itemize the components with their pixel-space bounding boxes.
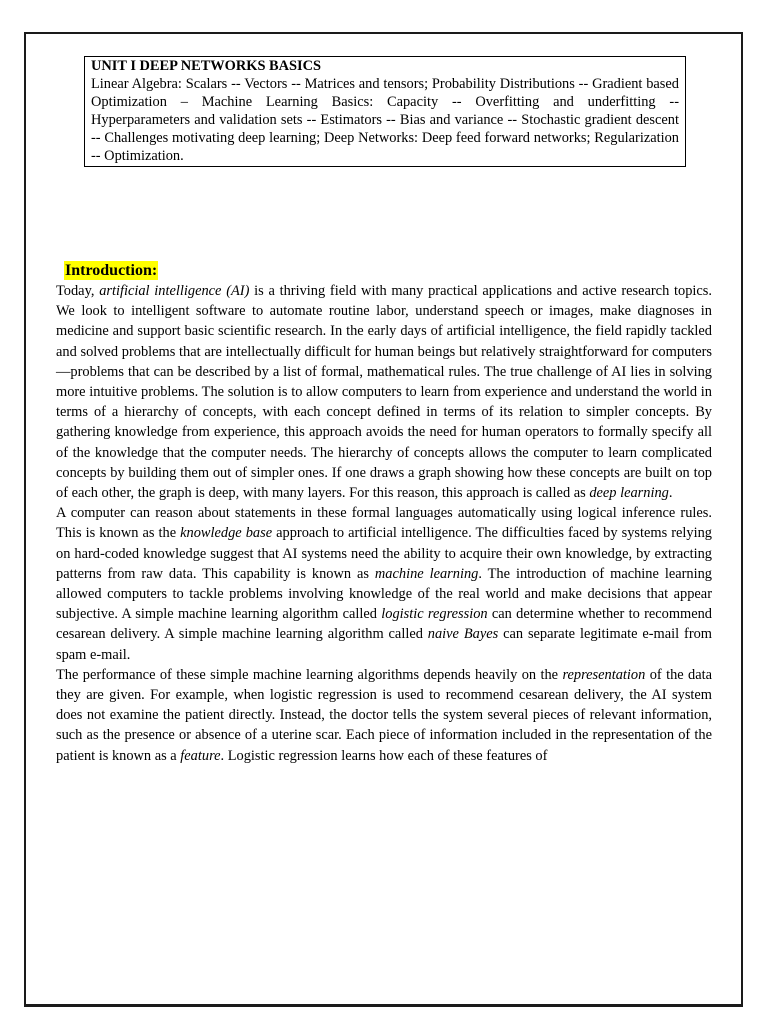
italic-term: knowledge base: [180, 525, 273, 542]
text-span: . The introduction of machine learning allowed computers to tackle problems involving knowledge of the real world and make decisions that appear subjective. A simple machine learning algorithm called: [56, 565, 712, 623]
unit-title: UNIT I DEEP NETWORKS BASICS: [91, 58, 322, 74]
text-span: of the data they are given. For example, when logistic regression is used to recommend cesarean delivery, the AI system does not examine the patient directly. Instead, the doctor tells the system several pieces of relevant information, such as the presence or absence of a uterine scar. Each piece of information included in the representation of the patient is known as a: [56, 666, 712, 764]
italic-term: artificial intelligence (AI): [99, 283, 250, 299]
italic-term: deep learning: [589, 485, 669, 502]
text-span: approach to artificial intelligence. The difficulties faced by systems relying on hard-coded knowledge suggest that AI systems need the ability to acquire their own knowledge, by extracting patterns from raw data. This capability is known as: [56, 525, 712, 582]
text-span: A computer can reason about statements in these formal languages automatically using logical inference rules. This is known as the: [56, 505, 712, 542]
introduction-body: [56, 281, 712, 766]
text-span: The performance of these simple machine learning algorithms depends heavily on the: [56, 666, 563, 683]
text-span: can separate legitimate e-mail from spam e-mail.: [56, 626, 712, 663]
unit-syllabus-box: [84, 56, 686, 167]
intro-paragraph-3: [56, 665, 712, 766]
text-span: Today,: [56, 283, 100, 299]
italic-term: logistic regression: [381, 606, 488, 623]
intro-paragraph-2: [56, 503, 712, 665]
italic-term: representation: [562, 666, 646, 683]
text-span: .: [668, 485, 673, 502]
italic-term: machine learning: [374, 565, 479, 582]
intro-paragraph-1: [56, 281, 712, 503]
italic-term: naive Bayes: [427, 626, 499, 643]
unit-syllabus-text: Linear Algebra: Scalars -- Vectors -- Matrices and tensors; Probability Distributions -- Gradient based Optimization – Machine Learning Basics: Capacity -- Overfitting and underfitting -- Hyperparameters and validation sets -- Estimators -- Bias and variance -- Stochastic gradient descent -- Challenges motivating deep learning; Deep Networks: Deep feed forward networks; Regularization -- Optimization.: [91, 76, 679, 164]
italic-term: feature: [180, 747, 221, 764]
text-span: . Logistic regression learns how each of these features of: [220, 747, 548, 764]
text-span: is a thriving field with many practical applications and active research topics. We look to intelligent software to automate routine labor, understand speech or images, make diagnoses in medicine and support basic scientific research. In the early days of artificial intelligence, the field rapidly tackled and solved problems that are intellectually difficult for human beings but relatively straightforward for computers—problems that can be described by a list of formal, mathematical rules. The true challenge of AI lies in solving more intuitive problems. The solution is to allow computers to learn from experience and understand the world in terms of a hierarchy of concepts, with each concept defined in terms of its relation to simpler concepts. By gathering knowledge from experience, this approach avoids the need for human operators to formally specify all of the knowledge that the computer needs. The hierarchy of concepts allows the computer to learn complicated concepts by building them out of simpler ones. If one draws a graph showing how these concepts are built on top of each other, the graph is deep, with many layers. For this reason, this approach is called as: [56, 283, 712, 502]
introduction-heading: Introduction:: [65, 262, 158, 279]
text-span: can determine whether to recommend cesarean delivery. A simple machine learning algorithm called: [56, 606, 712, 643]
